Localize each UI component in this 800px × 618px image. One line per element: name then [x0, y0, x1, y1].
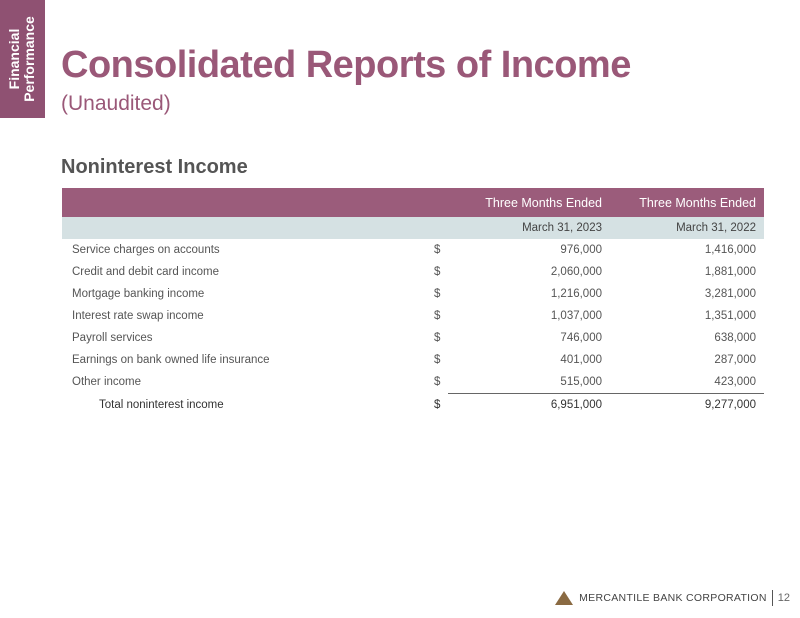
section-side-tab — [0, 0, 45, 118]
company-logo-icon — [555, 591, 573, 605]
value-2023: 746,000 — [560, 332, 602, 344]
page-number: 12 — [777, 592, 790, 604]
value-2022: 638,000 — [714, 332, 756, 344]
row-label: Earnings on bank owned life insurance — [72, 354, 270, 366]
column-header-2023: Three Months Ended — [448, 188, 608, 217]
value-2022: 1,881,000 — [704, 266, 756, 278]
total-label: Total noninterest income — [99, 398, 224, 411]
currency-symbol: $ — [434, 244, 441, 256]
row-label: Other income — [72, 376, 142, 389]
income-table-container — [62, 188, 764, 416]
value-2022: 423,000 — [714, 376, 756, 388]
column-date-2022: March 31, 2022 — [608, 217, 764, 239]
page-subtitle: (Unaudited) — [61, 92, 171, 115]
table-row — [62, 371, 764, 394]
table-row — [62, 261, 764, 283]
side-tab-line1: Financial — [6, 28, 22, 90]
table-header-row — [62, 188, 764, 217]
column-date-2023: March 31, 2023 — [448, 217, 608, 239]
table-row — [62, 283, 764, 305]
table-row — [62, 239, 764, 261]
row-label: Interest rate swap income — [72, 310, 204, 322]
table-date-row — [62, 217, 764, 239]
currency-symbol: $ — [434, 354, 441, 366]
footer — [555, 590, 790, 606]
table-row — [62, 327, 764, 349]
total-2023: 6,951,000 — [448, 394, 608, 417]
currency-symbol: $ — [434, 266, 441, 278]
footer-divider — [772, 590, 773, 606]
currency-symbol: $ — [434, 310, 441, 322]
table-row — [62, 305, 764, 327]
value-2023: 1,037,000 — [550, 310, 602, 322]
table-row — [62, 349, 764, 371]
side-tab-label — [7, 16, 37, 102]
currency-symbol: $ — [434, 332, 441, 344]
row-label: Credit and debit card income — [72, 266, 220, 278]
total-2022: 9,277,000 — [608, 394, 764, 417]
value-2022: 3,281,000 — [704, 288, 756, 300]
value-2023: 515,000 — [560, 376, 602, 388]
noninterest-income-table — [62, 188, 764, 416]
value-2023: 2,060,000 — [550, 266, 602, 278]
company-name: MERCANTILE BANK CORPORATION — [579, 592, 767, 604]
section-title: Noninterest Income — [61, 156, 248, 178]
row-label: Service charges on accounts — [72, 244, 220, 256]
row-label: Mortgage banking income — [72, 288, 205, 300]
value-2023: 401,000 — [560, 354, 602, 366]
value-2022: 1,351,000 — [704, 310, 756, 322]
side-tab-line2: Performance — [21, 16, 37, 102]
currency-symbol: $ — [434, 376, 441, 389]
total-row — [62, 394, 764, 417]
currency-symbol: $ — [434, 398, 441, 411]
value-2023: 976,000 — [560, 244, 602, 256]
page-title: Consolidated Reports of Income — [61, 44, 631, 86]
value-2022: 287,000 — [714, 354, 756, 366]
column-header-2022: Three Months Ended — [608, 188, 764, 217]
currency-symbol: $ — [434, 288, 441, 300]
value-2022: 1,416,000 — [704, 244, 756, 256]
value-2023: 1,216,000 — [550, 288, 602, 300]
row-label: Payroll services — [72, 332, 153, 344]
